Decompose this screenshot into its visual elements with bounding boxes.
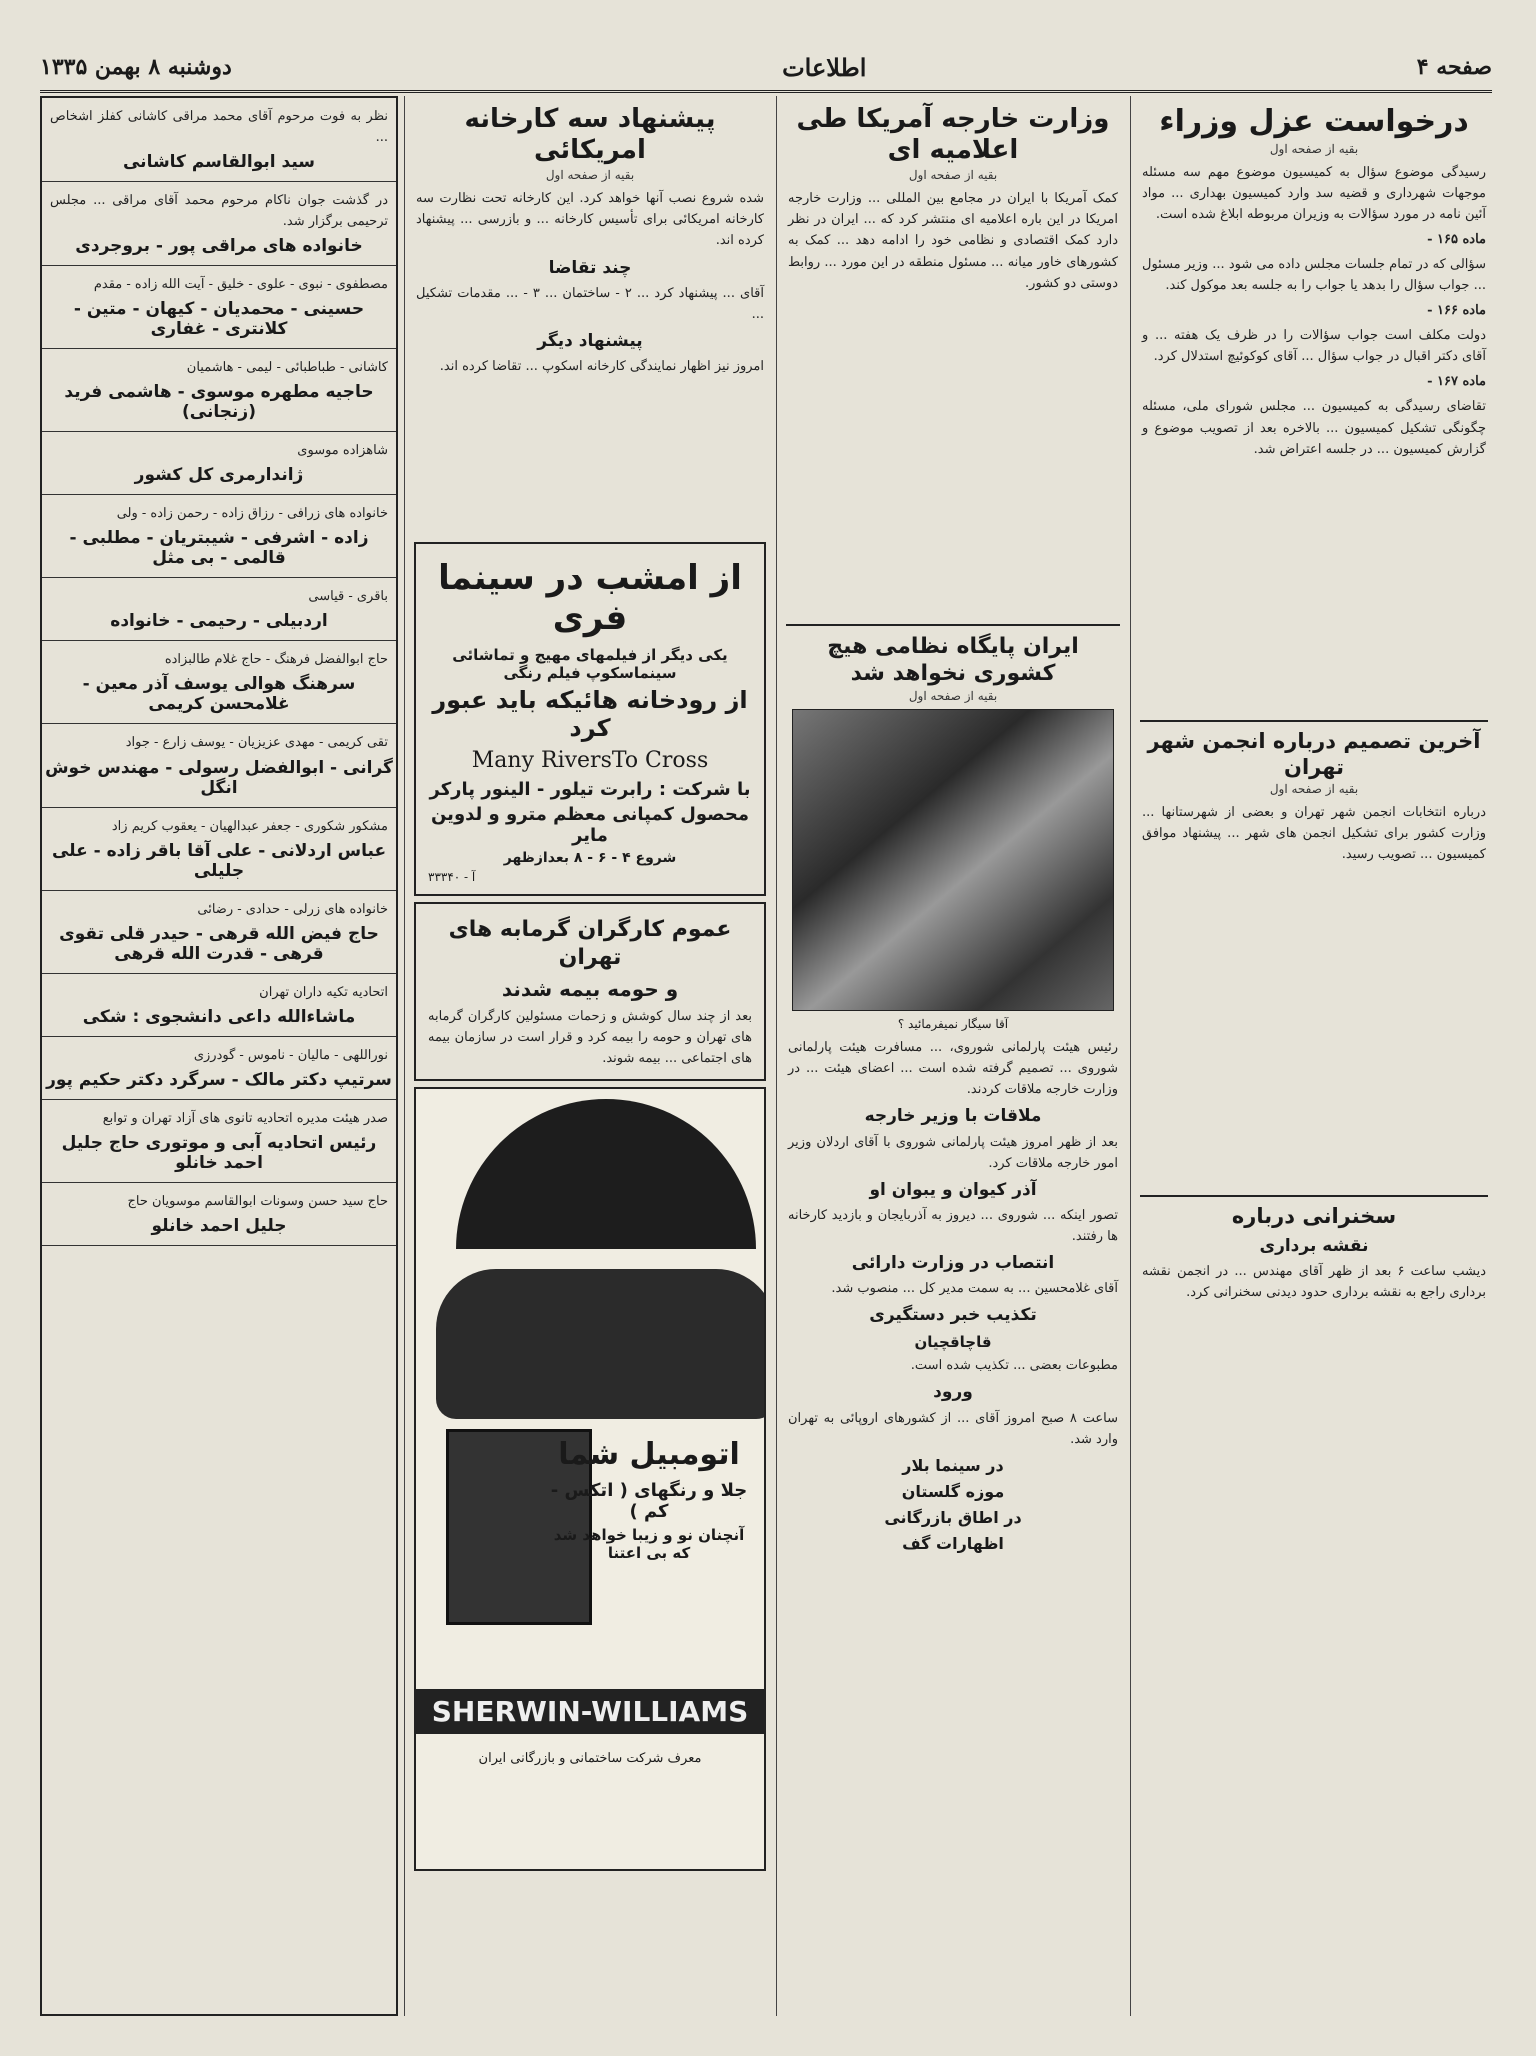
article-subhead: تکذیب خبر دستگیری (869, 1305, 1037, 1326)
column-rule (404, 96, 405, 2016)
article-headline: ایران پایگاه نظامی هیچ کشوری نخواهد شد (827, 634, 1079, 686)
divider (1140, 1195, 1488, 1197)
notice-item (42, 1183, 396, 1246)
notice-names: خانواده های مراقی پور - بروجردی (75, 236, 363, 257)
article-subhead: در سینما بلار (902, 1455, 1004, 1475)
news-photo (792, 709, 1114, 1011)
notice-item (42, 724, 396, 807)
notice-names: سرتیپ دکتر مالک - سرگرد دکتر حکیم پور (46, 1069, 392, 1090)
article-subhead: آذر کیوان و یبوان او (869, 1179, 1037, 1200)
notice-body: بعد از چند سال کوشش و زحمات مسئولین کارگران گرمابه های تهران و حومه را بیمه کرد و قرار است در سازمان بیمه های اجتماعی ... بیمه شوند. (428, 1009, 752, 1067)
article-body: آقای ... پیشنهاد کرد ... ۲ - ساختمان ... ۳ - ... مقدمات تشکیل ... (416, 285, 765, 322)
article-continued: بقیه از صفحه اول (908, 168, 998, 183)
article-subhead: موزه گلستان (901, 1481, 1005, 1501)
ad-copy (544, 1429, 754, 1566)
photo-caption: آقا سیگار نمیفرمائید ؟ (897, 1017, 1009, 1032)
notice-text: در گذشت جوان ناکام مرحوم محمد آقای مراقی ... مجلس ترحیمی برگزار شد. (50, 193, 388, 230)
notice-text: تقی کریمی - مهدی عزیزیان - یوسف زارع - جواد (125, 735, 388, 751)
article-headline: پیشنهاد سه کارخانه امریکائی (464, 104, 716, 166)
newspaper-name: اطلاعات (782, 52, 867, 82)
ad-footer: معرف شرکت ساختمانی و بازرگانی ایران (478, 1751, 702, 1767)
cinema-advertisement (414, 542, 766, 896)
notice-names: حاج فیض الله قرهی - حیدر قلی تقوی قرهی - قدرت الله قرهی (59, 923, 379, 964)
article-body: درباره انتخابات انجمن شهر تهران و بعضی از شهرستانها ... وزارت کشور برای تشکیل انجمن های شهر ... پیشنهاد موافق کمیسیون ... تصویب رسید. (1142, 805, 1486, 863)
notice-names: اردبیلی - رحیمی - خانواده (110, 611, 328, 632)
notice-item (42, 98, 396, 182)
article-body: تقاضای رسیدگی به کمیسیون ... مجلس شورای ملی، مسئله چگونگی تشکیل کمیسیون ... بالاخره بعد از تصویب موضوع و گزارش کمیسیون ... در جلسه اعتراض شد. (1142, 399, 1486, 457)
notice-text: حاج ابوالفضل فرهنگ - حاج غلام طالبزاده (164, 652, 388, 668)
notice-text: اتحادیه تکیه داران تهران (259, 984, 388, 1000)
notice-names: گرانی - ابوالفضل رسولی - مهندس خوش انگل (45, 757, 393, 798)
bathhouse-notice (414, 902, 766, 1081)
divider (1140, 720, 1488, 722)
divider (786, 624, 1120, 626)
article-body: تصور اینکه ... شوروی ... دیروز به آذربایجان و بازدید کارخانه ها رفتند. (788, 1207, 1118, 1244)
notice-names: ماشاءالله داعی دانشجوی : شکی (82, 1006, 356, 1027)
notice-item (42, 432, 396, 495)
notice-item (42, 266, 396, 349)
ad-text: آنچنان نو و زیبا خواهد شد که بی اعتنا (553, 1526, 745, 1563)
article-body: مطبوعات بعضی ... تکذیب شده است. (910, 1358, 1118, 1374)
umbrella-illustration (456, 1099, 756, 1249)
article-subhead: در اطاق بازرگانی (884, 1507, 1022, 1527)
article-body: آقای غلامحسین ... به سمت مدیر کل ... منصوب شد. (831, 1281, 1118, 1297)
article-item-label: ماده ۱۶۶ - (1427, 303, 1486, 319)
car-illustration (436, 1269, 766, 1419)
notice-names: حاجیه مطهره موسوی - هاشمی فرید (زنجانی) (64, 382, 374, 423)
notice-item (42, 808, 396, 891)
notice-text: کاشانی - طباطبائی - لیمی - هاشمیان (186, 360, 388, 376)
article-headline: سخنرانی درباره (1231, 1204, 1397, 1229)
column-notices (40, 96, 398, 2016)
notice-item (42, 1100, 396, 1183)
ad-title: از امشب در سینما فری (438, 558, 742, 639)
article-item-label: ماده ۱۶۷ - (1427, 374, 1486, 390)
notice-text: صدر هیئت مدیره اتحادیه تانوی های آزاد تهران و توابع (102, 1110, 388, 1126)
article-continued: بقیه از صفحه اول (1269, 782, 1359, 797)
ad-code: آ - ۳۳۳۴۰ (428, 870, 476, 885)
condolence-notices (42, 98, 396, 1246)
article-headline: وزارت خارجه آمریکا طی اعلامیه ای (796, 104, 1110, 166)
article-headline: درخواست عزل وزراء (1159, 104, 1469, 139)
notice-item (42, 1037, 396, 1100)
notice-item (42, 182, 396, 266)
notice-names: عباس اردلانی - علی آقا باقر زاده - علی جلیلی (51, 840, 387, 881)
notice-names: زاده - اشرفی - شیبتریان - مطلبی - قالمی - بی مثل (69, 528, 369, 569)
notice-title: عموم کارگران گرمابه های تهران (448, 917, 732, 970)
notice-item (42, 891, 396, 974)
notice-names: حسینی - محمدیان - کیهان - متین - کلانتری - غفاری (73, 299, 365, 340)
brand-name: SHERWIN-WILLIAMS (416, 1689, 764, 1734)
notice-text: خانواده های زرافی - رزاق زاده - رحمن زاده - ولی (116, 506, 388, 522)
article-body: سؤالی که در تمام جلسات مجلس داده می شود ... وزیر مسئول ... جواب سؤال را بدهد یا جواب را به جلسه بعد موکول کند. (1142, 257, 1486, 294)
ad-showtimes: شروع ۴ - ۶ - ۸ بعدازظهر (503, 850, 677, 867)
notice-title: و حومه بیمه شدند (501, 977, 679, 1002)
article-body: رئیس هیئت پارلمانی شوروی، ... مسافرت هیئت پارلمانی شوروی ... تصمیم گرفته شده است ... اعضای هیئت ... در وزارت خارجه ملاقات کردند. (788, 1040, 1118, 1098)
notice-item (42, 578, 396, 641)
article-headline: آخرین تصمیم درباره انجمن شهر تهران (1147, 728, 1481, 779)
notice-text: مصطفوی - نبوی - علوی - خلیق - آیت الله زاده - مقدم (93, 277, 388, 293)
notice-text: نظر به فوت مرحوم آقای محمد مراقی کاشانی کفلز اشخاص ... (50, 109, 388, 146)
article-body: رسیدگی موضوع سؤال به کمیسیون موضوع مهم سه مسئله موجهات شهرداری و قضیه سد وارد کمیسیون بهداری ... مواد آئین نامه در مورد سؤالات به وزیران مربوطه ابلاغ شده است. (1142, 165, 1486, 223)
notice-names: سرهنگ هوالی یوسف آذر معین - غلامحسن کریمی (82, 674, 356, 715)
article-subhead: اظهارات گف (902, 1533, 1004, 1553)
notice-text: مشکور شکوری - جعفر عبدالهیان - یعقوب کریم زاد (111, 818, 388, 834)
article-subhead: پیشنهاد دیگر (537, 330, 643, 351)
article-body: دولت مکلف است جواب سؤالات را در ظرف یک هفته ... و آقای دکتر اقبال در جواب سؤال ... آقای کوکوئیچ استدلال کرد. (1142, 328, 1486, 365)
notice-text: شاهزاده موسوی (297, 443, 388, 459)
column-rule (1130, 96, 1131, 2016)
article-item-label: ماده ۱۶۵ - (1427, 232, 1486, 248)
paint-advertisement (414, 1087, 766, 1871)
ad-text: محصول کمپانی معظم مترو و لدوین مایر (430, 804, 750, 847)
article-body: کمک آمریکا با ایران در مجامع بین المللی ... وزارت خارجه امریکا در این باره اعلامیه ای منتشر کرد که ... ایران در نظر دارد کمک اقتصادی و نظامی خود را ادامه دهد ... کمک به کشورهای خاور میانه ... مسئول منطقه در این مورد ... روابط دوستی دو کشور. (788, 191, 1118, 291)
article-body: شده شروع نصب آنها خواهد کرد. این کارخانه تحت نظارت سه کارخانه امریکائی برای تأسیس کارخانه ... و بازرسی ... پیشنهاد کرده اند. (416, 191, 764, 249)
article-subhead: ورود (933, 1382, 973, 1403)
notice-item (42, 495, 396, 578)
ad-title: اتومبیل شما (558, 1437, 740, 1473)
notice-text: نوراللهی - مالیان - ناموس - گودرزی (193, 1047, 388, 1063)
notice-text: باقری - قیاسی (308, 589, 388, 605)
ad-text: جلا و رنگهای ( اتکس - کم ) (550, 1480, 748, 1523)
notice-names: جلیل احمد خانلو (151, 1215, 287, 1236)
notice-names: سید ابوالقاسم کاشانی (122, 152, 315, 173)
issue-date: دوشنبه ۸ بهمن ۱۳۳۵ (40, 54, 232, 80)
ad-film-title-latin: Many RiversTo Cross (471, 748, 709, 774)
article-headline: نقشه برداری (1259, 1235, 1369, 1256)
notice-item (42, 974, 396, 1037)
article-subhead: قاچاقچیان (914, 1332, 992, 1351)
article-continued: بقیه از صفحه اول (908, 689, 998, 704)
article-continued: بقیه از صفحه اول (545, 168, 635, 183)
ad-text: با شرکت : رابرت تیلور - الینور پارکر (429, 779, 751, 801)
column-center-left (410, 96, 770, 2016)
article-subhead: ملاقات با وزیر خارجه (864, 1106, 1042, 1127)
notice-text: حاج سید حسن وسونات ابوالقاسم موسویان حاج (127, 1193, 388, 1209)
notice-item (42, 641, 396, 724)
article-subhead: انتصاب در وزارت دارائی (851, 1252, 1055, 1273)
article-body: امروز نیز اظهار نمایندگی کارخانه اسکوپ ... تقاضا کرده اند. (439, 359, 764, 375)
article-body: بعد از ظهر امروز هیئت پارلمانی شوروی با آقای اردلان وزیر امور خارجه ملاقات کرد. (788, 1134, 1118, 1171)
notice-names: ژاندارمری کل کشور (134, 465, 304, 486)
page-number: صفحه ۴ (1416, 54, 1492, 80)
article-body: دیشب ساعت ۶ بعد از ظهر آقای مهندس ... در انجمن نقشه برداری راجع به نقشه برداری حدود دیدنی سخنرانی کرد. (1142, 1263, 1486, 1300)
ad-text: یکی دیگر از فیلمهای مهیج و تماشائی سینماسکوپ فیلم رنگی (452, 646, 728, 683)
ad-film-title: از رودخانه هائیکه باید عبور کرد (432, 686, 748, 743)
masthead (40, 44, 1492, 93)
notice-item (42, 349, 396, 432)
column-right (1136, 96, 1492, 2016)
article-continued: بقیه از صفحه اول (1269, 142, 1359, 156)
column-rule (776, 96, 777, 2016)
notice-text: خانواده های زرلی - حدادی - رضائی (197, 901, 388, 917)
article-subhead: چند تقاضا (548, 257, 632, 278)
notice-names: رئیس اتحادیه آبی و موتوری حاج جلیل احمد خانلو (61, 1132, 377, 1173)
article-body: ساعت ۸ صبح امروز آقای ... از کشورهای اروپائی به تهران وارد شد. (788, 1410, 1118, 1447)
column-center-right (782, 96, 1124, 2016)
